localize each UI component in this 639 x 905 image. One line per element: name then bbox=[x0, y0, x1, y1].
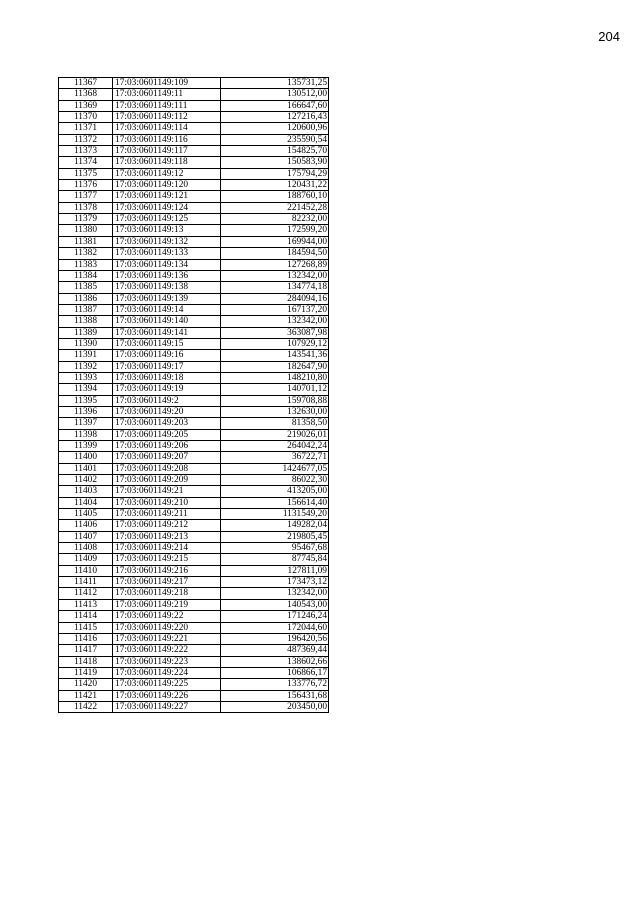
value-cell: 135731,25 bbox=[221, 78, 329, 89]
row-number-cell: 11385 bbox=[59, 282, 113, 293]
cadastral-number-cell: 17:03:0601149:136 bbox=[113, 270, 221, 281]
row-number-cell: 11418 bbox=[59, 656, 113, 667]
table-row bbox=[59, 282, 329, 293]
cadastral-number-cell: 17:03:0601149:206 bbox=[113, 441, 221, 452]
row-number-cell: 11378 bbox=[59, 202, 113, 213]
cadastral-number-cell: 17:03:0601149:15 bbox=[113, 338, 221, 349]
cadastral-number-cell: 17:03:0601149:112 bbox=[113, 112, 221, 123]
row-number-cell: 11371 bbox=[59, 123, 113, 134]
table-row bbox=[59, 645, 329, 656]
value-cell: 156431,68 bbox=[221, 690, 329, 701]
row-number-cell: 11368 bbox=[59, 89, 113, 100]
row-number-cell: 11375 bbox=[59, 168, 113, 179]
cadastral-number-cell: 17:03:0601149:224 bbox=[113, 667, 221, 678]
cadastral-number-cell: 17:03:0601149:132 bbox=[113, 236, 221, 247]
value-cell: 127216,43 bbox=[221, 112, 329, 123]
cadastral-number-cell: 17:03:0601149:124 bbox=[113, 202, 221, 213]
table-row bbox=[59, 293, 329, 304]
cadastral-number-cell: 17:03:0601149:120 bbox=[113, 180, 221, 191]
page-number: 204 bbox=[598, 29, 620, 44]
table-body bbox=[59, 78, 329, 713]
row-number-cell: 11389 bbox=[59, 327, 113, 338]
value-cell: 134774,18 bbox=[221, 282, 329, 293]
row-number-cell: 11376 bbox=[59, 180, 113, 191]
cadastral-number-cell: 17:03:0601149:16 bbox=[113, 350, 221, 361]
cadastral-number-cell: 17:03:0601149:20 bbox=[113, 406, 221, 417]
cadastral-number-cell: 17:03:0601149:141 bbox=[113, 327, 221, 338]
table-row bbox=[59, 441, 329, 452]
cadastral-number-cell: 17:03:0601149:221 bbox=[113, 633, 221, 644]
value-cell: 175794,29 bbox=[221, 168, 329, 179]
table-row bbox=[59, 372, 329, 383]
value-cell: 171246,24 bbox=[221, 611, 329, 622]
value-cell: 36722,71 bbox=[221, 452, 329, 463]
table-row bbox=[59, 225, 329, 236]
cadastral-number-cell: 17:03:0601149:226 bbox=[113, 690, 221, 701]
row-number-cell: 11387 bbox=[59, 304, 113, 315]
value-cell: 149282,04 bbox=[221, 520, 329, 531]
row-number-cell: 11398 bbox=[59, 429, 113, 440]
row-number-cell: 11407 bbox=[59, 531, 113, 542]
row-number-cell: 11373 bbox=[59, 146, 113, 157]
table-row bbox=[59, 611, 329, 622]
table-row bbox=[59, 168, 329, 179]
value-cell: 95467,68 bbox=[221, 543, 329, 554]
cadastral-value-table bbox=[58, 77, 329, 713]
table-row bbox=[59, 475, 329, 486]
row-number-cell: 11382 bbox=[59, 248, 113, 259]
cadastral-number-cell: 17:03:0601149:17 bbox=[113, 361, 221, 372]
row-number-cell: 11417 bbox=[59, 645, 113, 656]
cadastral-number-cell: 17:03:0601149:11 bbox=[113, 89, 221, 100]
value-cell: 264042,24 bbox=[221, 441, 329, 452]
cadastral-number-cell: 17:03:0601149:18 bbox=[113, 372, 221, 383]
cadastral-number-cell: 17:03:0601149:222 bbox=[113, 645, 221, 656]
value-cell: 133776,72 bbox=[221, 679, 329, 690]
cadastral-number-cell: 17:03:0601149:14 bbox=[113, 304, 221, 315]
cadastral-number-cell: 17:03:0601149:134 bbox=[113, 259, 221, 270]
row-number-cell: 11379 bbox=[59, 214, 113, 225]
value-cell: 138602,66 bbox=[221, 656, 329, 667]
value-cell: 235590,54 bbox=[221, 134, 329, 145]
table-row bbox=[59, 406, 329, 417]
row-number-cell: 11394 bbox=[59, 384, 113, 395]
table-row bbox=[59, 123, 329, 134]
row-number-cell: 11380 bbox=[59, 225, 113, 236]
cadastral-number-cell: 17:03:0601149:114 bbox=[113, 123, 221, 134]
cadastral-number-cell: 17:03:0601149:133 bbox=[113, 248, 221, 259]
cadastral-number-cell: 17:03:0601149:109 bbox=[113, 78, 221, 89]
table-row bbox=[59, 452, 329, 463]
value-cell: 363087,98 bbox=[221, 327, 329, 338]
row-number-cell: 11386 bbox=[59, 293, 113, 304]
value-cell: 132342,00 bbox=[221, 588, 329, 599]
table-row bbox=[59, 236, 329, 247]
table-row bbox=[59, 157, 329, 168]
cadastral-number-cell: 17:03:0601149:215 bbox=[113, 554, 221, 565]
value-cell: 173473,12 bbox=[221, 577, 329, 588]
value-cell: 159708,88 bbox=[221, 395, 329, 406]
row-number-cell: 11396 bbox=[59, 406, 113, 417]
row-number-cell: 11390 bbox=[59, 338, 113, 349]
value-cell: 106866,17 bbox=[221, 667, 329, 678]
table-row bbox=[59, 565, 329, 576]
table-row bbox=[59, 350, 329, 361]
value-cell: 81358,50 bbox=[221, 418, 329, 429]
table-row bbox=[59, 622, 329, 633]
row-number-cell: 11367 bbox=[59, 78, 113, 89]
row-number-cell: 11415 bbox=[59, 622, 113, 633]
value-cell: 203450,00 bbox=[221, 701, 329, 712]
value-cell: 132630,00 bbox=[221, 406, 329, 417]
table-row bbox=[59, 89, 329, 100]
table-row bbox=[59, 395, 329, 406]
table-row bbox=[59, 384, 329, 395]
value-cell: 1424677,05 bbox=[221, 463, 329, 474]
value-cell: 127811,09 bbox=[221, 565, 329, 576]
row-number-cell: 11419 bbox=[59, 667, 113, 678]
cadastral-number-cell: 17:03:0601149:21 bbox=[113, 486, 221, 497]
cadastral-number-cell: 17:03:0601149:210 bbox=[113, 497, 221, 508]
cadastral-number-cell: 17:03:0601149:227 bbox=[113, 701, 221, 712]
table-row bbox=[59, 304, 329, 315]
table-row bbox=[59, 656, 329, 667]
value-cell: 132342,00 bbox=[221, 316, 329, 327]
cadastral-number-cell: 17:03:0601149:212 bbox=[113, 520, 221, 531]
table-row bbox=[59, 134, 329, 145]
cadastral-number-cell: 17:03:0601149:207 bbox=[113, 452, 221, 463]
value-cell: 140701,12 bbox=[221, 384, 329, 395]
cadastral-number-cell: 17:03:0601149:116 bbox=[113, 134, 221, 145]
row-number-cell: 11400 bbox=[59, 452, 113, 463]
value-cell: 487369,44 bbox=[221, 645, 329, 656]
row-number-cell: 11413 bbox=[59, 599, 113, 610]
cadastral-number-cell: 17:03:0601149:216 bbox=[113, 565, 221, 576]
value-cell: 127268,89 bbox=[221, 259, 329, 270]
row-number-cell: 11408 bbox=[59, 543, 113, 554]
table-row bbox=[59, 146, 329, 157]
value-cell: 167137,20 bbox=[221, 304, 329, 315]
value-cell: 196420,56 bbox=[221, 633, 329, 644]
row-number-cell: 11395 bbox=[59, 395, 113, 406]
table-row bbox=[59, 667, 329, 678]
cadastral-number-cell: 17:03:0601149:12 bbox=[113, 168, 221, 179]
table-row bbox=[59, 520, 329, 531]
value-cell: 140543,00 bbox=[221, 599, 329, 610]
table-row bbox=[59, 509, 329, 520]
table-row bbox=[59, 338, 329, 349]
table-row bbox=[59, 248, 329, 259]
cadastral-number-cell: 17:03:0601149:111 bbox=[113, 100, 221, 111]
table-row bbox=[59, 112, 329, 123]
row-number-cell: 11412 bbox=[59, 588, 113, 599]
cadastral-number-cell: 17:03:0601149:203 bbox=[113, 418, 221, 429]
value-cell: 120431,22 bbox=[221, 180, 329, 191]
row-number-cell: 11404 bbox=[59, 497, 113, 508]
table-row bbox=[59, 418, 329, 429]
cadastral-number-cell: 17:03:0601149:220 bbox=[113, 622, 221, 633]
table-row bbox=[59, 633, 329, 644]
value-cell: 1131549,20 bbox=[221, 509, 329, 520]
value-cell: 86022,30 bbox=[221, 475, 329, 486]
value-cell: 219026,01 bbox=[221, 429, 329, 440]
row-number-cell: 11406 bbox=[59, 520, 113, 531]
value-cell: 221452,28 bbox=[221, 202, 329, 213]
cadastral-number-cell: 17:03:0601149:117 bbox=[113, 146, 221, 157]
table-row bbox=[59, 543, 329, 554]
row-number-cell: 11383 bbox=[59, 259, 113, 270]
row-number-cell: 11414 bbox=[59, 611, 113, 622]
table-row bbox=[59, 214, 329, 225]
table-row bbox=[59, 429, 329, 440]
table-row bbox=[59, 690, 329, 701]
cadastral-number-cell: 17:03:0601149:218 bbox=[113, 588, 221, 599]
table-row bbox=[59, 486, 329, 497]
table-row bbox=[59, 679, 329, 690]
row-number-cell: 11392 bbox=[59, 361, 113, 372]
table-row bbox=[59, 554, 329, 565]
value-cell: 188760,10 bbox=[221, 191, 329, 202]
cadastral-number-cell: 17:03:0601149:213 bbox=[113, 531, 221, 542]
cadastral-number-cell: 17:03:0601149:208 bbox=[113, 463, 221, 474]
table-row bbox=[59, 599, 329, 610]
table-row bbox=[59, 191, 329, 202]
row-number-cell: 11399 bbox=[59, 441, 113, 452]
value-cell: 172044,60 bbox=[221, 622, 329, 633]
value-cell: 150583,90 bbox=[221, 157, 329, 168]
row-number-cell: 11402 bbox=[59, 475, 113, 486]
value-cell: 82232,00 bbox=[221, 214, 329, 225]
cadastral-number-cell: 17:03:0601149:139 bbox=[113, 293, 221, 304]
cadastral-number-cell: 17:03:0601149:223 bbox=[113, 656, 221, 667]
table-row bbox=[59, 202, 329, 213]
row-number-cell: 11416 bbox=[59, 633, 113, 644]
value-cell: 184594,50 bbox=[221, 248, 329, 259]
table-row bbox=[59, 701, 329, 712]
value-cell: 413205,00 bbox=[221, 486, 329, 497]
value-cell: 182647,90 bbox=[221, 361, 329, 372]
row-number-cell: 11421 bbox=[59, 690, 113, 701]
row-number-cell: 11369 bbox=[59, 100, 113, 111]
row-number-cell: 11420 bbox=[59, 679, 113, 690]
value-cell: 120600,96 bbox=[221, 123, 329, 134]
cadastral-number-cell: 17:03:0601149:209 bbox=[113, 475, 221, 486]
row-number-cell: 11370 bbox=[59, 112, 113, 123]
value-cell: 219805,45 bbox=[221, 531, 329, 542]
row-number-cell: 11393 bbox=[59, 372, 113, 383]
value-cell: 87745,84 bbox=[221, 554, 329, 565]
row-number-cell: 11391 bbox=[59, 350, 113, 361]
value-cell: 143541,36 bbox=[221, 350, 329, 361]
value-cell: 132342,00 bbox=[221, 270, 329, 281]
row-number-cell: 11409 bbox=[59, 554, 113, 565]
value-cell: 284094,16 bbox=[221, 293, 329, 304]
cadastral-number-cell: 17:03:0601149:211 bbox=[113, 509, 221, 520]
row-number-cell: 11403 bbox=[59, 486, 113, 497]
value-cell: 107929,12 bbox=[221, 338, 329, 349]
cadastral-number-cell: 17:03:0601149:225 bbox=[113, 679, 221, 690]
cadastral-number-cell: 17:03:0601149:22 bbox=[113, 611, 221, 622]
cadastral-number-cell: 17:03:0601149:2 bbox=[113, 395, 221, 406]
row-number-cell: 11374 bbox=[59, 157, 113, 168]
row-number-cell: 11381 bbox=[59, 236, 113, 247]
table-row bbox=[59, 316, 329, 327]
value-cell: 130512,00 bbox=[221, 89, 329, 100]
cadastral-number-cell: 17:03:0601149:219 bbox=[113, 599, 221, 610]
row-number-cell: 11397 bbox=[59, 418, 113, 429]
table-row bbox=[59, 100, 329, 111]
cadastral-number-cell: 17:03:0601149:19 bbox=[113, 384, 221, 395]
table-row bbox=[59, 78, 329, 89]
cadastral-number-cell: 17:03:0601149:125 bbox=[113, 214, 221, 225]
table-row bbox=[59, 497, 329, 508]
cadastral-number-cell: 17:03:0601149:217 bbox=[113, 577, 221, 588]
table-row bbox=[59, 463, 329, 474]
table-row bbox=[59, 361, 329, 372]
row-number-cell: 11388 bbox=[59, 316, 113, 327]
value-cell: 169944,00 bbox=[221, 236, 329, 247]
table-row bbox=[59, 588, 329, 599]
value-cell: 166647,60 bbox=[221, 100, 329, 111]
row-number-cell: 11372 bbox=[59, 134, 113, 145]
table-row bbox=[59, 327, 329, 338]
cadastral-number-cell: 17:03:0601149:13 bbox=[113, 225, 221, 236]
value-cell: 156614,40 bbox=[221, 497, 329, 508]
table-row bbox=[59, 270, 329, 281]
cadastral-number-cell: 17:03:0601149:118 bbox=[113, 157, 221, 168]
value-cell: 154825,70 bbox=[221, 146, 329, 157]
cadastral-number-cell: 17:03:0601149:138 bbox=[113, 282, 221, 293]
table-row bbox=[59, 577, 329, 588]
row-number-cell: 11410 bbox=[59, 565, 113, 576]
cadastral-number-cell: 17:03:0601149:205 bbox=[113, 429, 221, 440]
row-number-cell: 11411 bbox=[59, 577, 113, 588]
table-row bbox=[59, 259, 329, 270]
row-number-cell: 11377 bbox=[59, 191, 113, 202]
value-cell: 172599,20 bbox=[221, 225, 329, 236]
row-number-cell: 11422 bbox=[59, 701, 113, 712]
value-cell: 148210,80 bbox=[221, 372, 329, 383]
cadastral-number-cell: 17:03:0601149:214 bbox=[113, 543, 221, 554]
table-row bbox=[59, 180, 329, 191]
cadastral-number-cell: 17:03:0601149:140 bbox=[113, 316, 221, 327]
row-number-cell: 11384 bbox=[59, 270, 113, 281]
table-row bbox=[59, 531, 329, 542]
cadastral-number-cell: 17:03:0601149:121 bbox=[113, 191, 221, 202]
row-number-cell: 11405 bbox=[59, 509, 113, 520]
row-number-cell: 11401 bbox=[59, 463, 113, 474]
